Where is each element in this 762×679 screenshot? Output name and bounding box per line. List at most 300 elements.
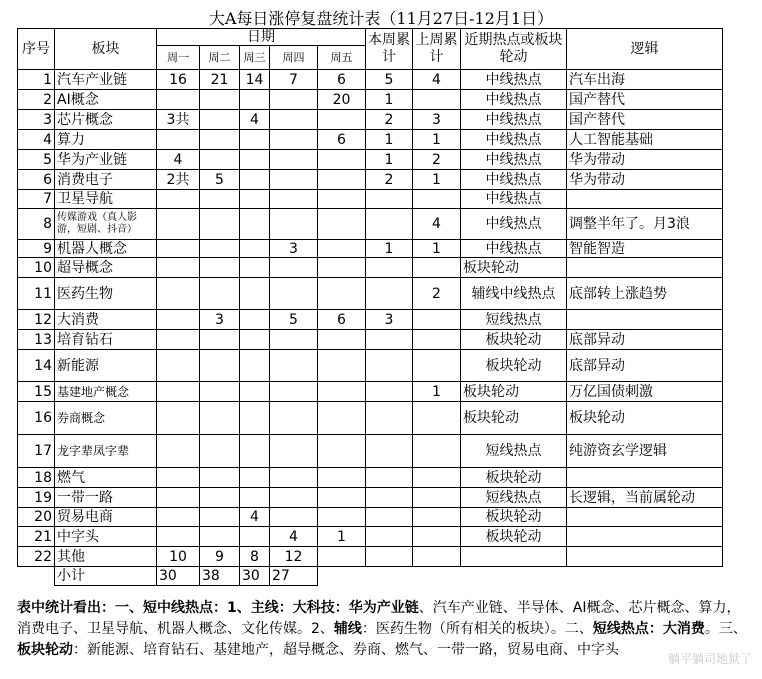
this-week-cell[interactable]: 1 (366, 90, 413, 110)
seq-cell[interactable]: 22 (18, 547, 55, 567)
hot-cell[interactable]: 中线热点 (461, 150, 567, 170)
day-cell[interactable] (240, 209, 270, 240)
last-week-cell[interactable] (413, 435, 461, 468)
day-cell[interactable] (240, 402, 270, 435)
logic-cell[interactable]: 智能智造 (567, 240, 723, 258)
day-cell[interactable] (240, 350, 270, 382)
this-week-cell[interactable] (366, 350, 413, 382)
cell[interactable] (567, 567, 723, 586)
hot-cell[interactable]: 板块轮动 (461, 382, 567, 402)
hot-cell[interactable]: 板块轮动 (461, 468, 567, 488)
this-week-cell[interactable]: 1 (366, 130, 413, 150)
day-cell[interactable] (200, 527, 240, 547)
this-week-cell[interactable] (366, 508, 413, 527)
table-row (18, 110, 723, 130)
seq-cell[interactable]: 19 (18, 488, 55, 508)
table-row (18, 488, 723, 508)
logic-cell[interactable]: 华为带动 (567, 170, 723, 190)
logic-cell[interactable]: 华为带动 (567, 150, 723, 170)
table-row (18, 508, 723, 527)
this-week-cell[interactable] (366, 190, 413, 209)
hot-cell[interactable]: 中线热点 (461, 240, 567, 258)
day-cell[interactable] (240, 240, 270, 258)
hot-cell[interactable]: 板块轮动 (461, 402, 567, 435)
day-cell[interactable] (157, 468, 200, 488)
logic-cell[interactable] (567, 310, 723, 330)
hot-cell[interactable]: 短线热点 (461, 435, 567, 468)
logic-cell[interactable] (567, 190, 723, 209)
last-week-cell[interactable] (413, 468, 461, 488)
day-cell[interactable] (270, 330, 318, 350)
hot-cell[interactable]: 中线热点 (461, 190, 567, 209)
day-cell[interactable] (157, 382, 200, 402)
this-week-cell[interactable] (366, 209, 413, 240)
day-cell[interactable] (318, 110, 366, 130)
this-week-cell[interactable]: 5 (366, 70, 413, 90)
table-row (18, 70, 723, 90)
day-cell[interactable] (318, 508, 366, 527)
day-cell[interactable] (270, 435, 318, 468)
day-cell[interactable] (200, 150, 240, 170)
day-cell[interactable] (318, 190, 366, 209)
summary-part-1: 表中统计看出：一、短中线热点：1、主线：大科技：华为产业链 (17, 600, 419, 616)
day-cell[interactable] (200, 382, 240, 402)
subtotal-tue[interactable]: 38 (200, 567, 240, 586)
cell[interactable] (366, 567, 413, 586)
day-cell[interactable] (200, 90, 240, 110)
sector-cell[interactable]: 一带一路 (55, 488, 157, 508)
header-day-tue[interactable]: 周二 (200, 46, 240, 70)
day-cell[interactable] (318, 435, 366, 468)
day-cell[interactable] (270, 488, 318, 508)
hot-cell[interactable]: 中线热点 (461, 130, 567, 150)
logic-cell[interactable]: 底部异动 (567, 350, 723, 382)
summary-part-7: 板块轮动 (17, 642, 73, 658)
header-hot[interactable]: 近期热点或板块轮动 (461, 29, 567, 70)
day-cell[interactable] (157, 402, 200, 435)
table-row (18, 130, 723, 150)
day-cell[interactable] (318, 170, 366, 190)
hot-cell[interactable]: 中线热点 (461, 90, 567, 110)
day-cell[interactable] (200, 190, 240, 209)
header-last-week[interactable]: 上周累计 (413, 29, 461, 70)
table-row (18, 278, 723, 310)
day-cell[interactable] (200, 258, 240, 278)
last-week-cell[interactable] (413, 402, 461, 435)
sector-cell[interactable]: 华为产业链 (55, 150, 157, 170)
this-week-cell[interactable]: 1 (366, 240, 413, 258)
last-week-cell[interactable]: 1 (413, 170, 461, 190)
header-this-week[interactable]: 本周累计 (366, 29, 413, 70)
day-cell[interactable] (240, 382, 270, 402)
summary-part-4: ：医药生物（所有相关的板块）。二、 (361, 621, 593, 637)
day-cell[interactable]: 5 (200, 170, 240, 190)
logic-cell[interactable]: 汽车出海 (567, 70, 723, 90)
day-cell[interactable] (318, 209, 366, 240)
seq-cell[interactable]: 14 (18, 350, 55, 382)
day-cell[interactable] (270, 468, 318, 488)
sector-cell[interactable]: 传媒游戏（真人影游，短剧、抖音） (55, 209, 157, 240)
sheet-title: 大A每日涨停复盘统计表（11月27日-12月1日） (208, 9, 554, 28)
logic-cell[interactable]: 长逻辑，当前属轮动 (567, 488, 723, 508)
logic-cell[interactable]: 底部转上涨趋势 (567, 278, 723, 310)
sector-cell[interactable]: 消费电子 (55, 170, 157, 190)
sector-cell[interactable]: 贸易电商 (55, 508, 157, 527)
subtotal-mon[interactable]: 30 (157, 567, 200, 586)
logic-cell[interactable]: 底部异动 (567, 330, 723, 350)
day-cell[interactable] (318, 240, 366, 258)
day-cell[interactable] (240, 170, 270, 190)
seq-cell[interactable]: 21 (18, 527, 55, 547)
last-week-cell[interactable] (413, 310, 461, 330)
day-cell[interactable]: 6 (318, 310, 366, 330)
day-cell[interactable] (200, 488, 240, 508)
last-week-cell[interactable] (413, 258, 461, 278)
seq-cell[interactable]: 20 (18, 508, 55, 527)
day-cell[interactable] (318, 150, 366, 170)
sector-cell[interactable]: AI概念 (55, 90, 157, 110)
table-row (18, 258, 723, 278)
hot-cell[interactable]: 板块轮动 (461, 258, 567, 278)
sector-cell[interactable]: 机器人概念 (55, 240, 157, 258)
subtotal-label[interactable]: 小计 (55, 567, 157, 586)
seq-cell[interactable]: 16 (18, 402, 55, 435)
day-cell[interactable] (270, 90, 318, 110)
day-cell[interactable]: 5 (270, 310, 318, 330)
table-row (18, 240, 723, 258)
day-cell[interactable] (157, 190, 200, 209)
day-cell[interactable] (157, 330, 200, 350)
this-week-cell[interactable] (366, 330, 413, 350)
day-cell[interactable] (157, 508, 200, 527)
table-row (18, 547, 723, 567)
hot-cell[interactable]: 板块轮动 (461, 330, 567, 350)
day-cell[interactable] (270, 350, 318, 382)
day-cell[interactable]: 1 (318, 527, 366, 547)
day-cell[interactable]: 6 (318, 130, 366, 150)
hot-cell[interactable]: 中线热点 (461, 209, 567, 240)
this-week-cell[interactable]: 2 (366, 110, 413, 130)
day-cell[interactable] (157, 258, 200, 278)
header-date[interactable]: 日期 (157, 29, 366, 46)
day-cell[interactable] (270, 382, 318, 402)
day-cell[interactable] (157, 527, 200, 547)
sector-cell[interactable]: 燃气 (55, 468, 157, 488)
seq-cell[interactable]: 18 (18, 468, 55, 488)
table-row (18, 330, 723, 350)
day-cell[interactable]: 3 (270, 240, 318, 258)
last-week-cell[interactable] (413, 330, 461, 350)
day-cell[interactable] (157, 435, 200, 468)
day-cell[interactable]: 4 (270, 527, 318, 547)
table-row (18, 150, 723, 170)
hot-cell[interactable]: 短线热点 (461, 488, 567, 508)
sector-cell[interactable]: 芯片概念 (55, 110, 157, 130)
day-cell[interactable] (318, 258, 366, 278)
cell[interactable] (318, 567, 366, 586)
this-week-cell[interactable] (366, 547, 413, 567)
header-day-thu[interactable]: 周四 (270, 46, 318, 70)
sector-cell[interactable]: 汽车产业链 (55, 70, 157, 90)
day-cell[interactable] (240, 150, 270, 170)
day-cell[interactable] (240, 258, 270, 278)
header-seq[interactable]: 序号 (18, 29, 55, 70)
day-cell[interactable] (157, 488, 200, 508)
last-week-cell[interactable]: 4 (413, 70, 461, 90)
day-cell[interactable] (240, 130, 270, 150)
day-cell[interactable] (200, 402, 240, 435)
logic-cell[interactable] (567, 468, 723, 488)
sector-cell[interactable]: 基建地产概念 (55, 382, 157, 402)
day-cell[interactable] (318, 547, 366, 567)
logic-cell[interactable] (567, 258, 723, 278)
this-week-cell[interactable]: 1 (366, 150, 413, 170)
logic-cell[interactable]: 国产替代 (567, 110, 723, 130)
day-cell[interactable] (200, 468, 240, 488)
day-cell[interactable]: 12 (270, 547, 318, 567)
seq-cell[interactable]: 11 (18, 278, 55, 310)
this-week-cell[interactable] (366, 468, 413, 488)
day-cell[interactable]: 4 (240, 508, 270, 527)
day-cell[interactable] (270, 209, 318, 240)
day-cell[interactable] (157, 130, 200, 150)
sector-cell[interactable]: 中字头 (55, 527, 157, 547)
day-cell[interactable] (318, 488, 366, 508)
header-day-wed[interactable]: 周三 (240, 46, 270, 70)
sector-cell[interactable]: 超导概念 (55, 258, 157, 278)
last-week-cell[interactable] (413, 527, 461, 547)
header-logic[interactable]: 逻辑 (567, 29, 723, 70)
this-week-cell[interactable] (366, 258, 413, 278)
day-cell[interactable] (270, 190, 318, 209)
day-cell[interactable] (157, 350, 200, 382)
day-cell[interactable] (200, 278, 240, 310)
sector-cell[interactable]: 大消费 (55, 310, 157, 330)
hot-cell[interactable]: 短线热点 (461, 310, 567, 330)
logic-cell[interactable]: 万亿国债刺激 (567, 382, 723, 402)
day-cell[interactable] (270, 130, 318, 150)
seq-cell[interactable]: 9 (18, 240, 55, 258)
day-cell[interactable] (157, 278, 200, 310)
logic-cell[interactable]: 国产替代 (567, 90, 723, 110)
day-cell[interactable] (157, 240, 200, 258)
day-cell[interactable] (270, 278, 318, 310)
day-cell[interactable]: 4 (240, 110, 270, 130)
hot-cell[interactable]: 板块轮动 (461, 508, 567, 527)
hot-cell[interactable]: 中线热点 (461, 110, 567, 130)
table-row (18, 527, 723, 547)
cell[interactable] (18, 567, 55, 586)
day-cell[interactable]: 7 (270, 70, 318, 90)
header-sector[interactable]: 板块 (55, 29, 157, 70)
last-week-cell[interactable] (413, 190, 461, 209)
day-cell[interactable]: 2共 (157, 170, 200, 190)
last-week-cell[interactable]: 1 (413, 382, 461, 402)
sector-cell[interactable]: 医药生物 (55, 278, 157, 310)
last-week-cell[interactable]: 1 (413, 130, 461, 150)
day-cell[interactable]: 8 (240, 547, 270, 567)
seq-cell[interactable]: 15 (18, 382, 55, 402)
day-cell[interactable] (200, 110, 240, 130)
hot-cell[interactable]: 辅线中线热点 (461, 278, 567, 310)
header-day-fri[interactable]: 周五 (318, 46, 366, 70)
header-day-mon[interactable]: 周一 (157, 46, 200, 70)
day-cell[interactable] (240, 435, 270, 468)
last-week-cell[interactable] (413, 90, 461, 110)
hot-cell[interactable]: 板块轮动 (461, 527, 567, 547)
sector-cell[interactable]: 算力 (55, 130, 157, 150)
last-week-cell[interactable] (413, 350, 461, 382)
last-week-cell[interactable]: 4 (413, 209, 461, 240)
day-cell[interactable] (240, 278, 270, 310)
day-cell[interactable] (318, 402, 366, 435)
day-cell[interactable] (157, 209, 200, 240)
sector-cell[interactable]: 培育钻石 (55, 330, 157, 350)
sector-cell[interactable]: 卫星导航 (55, 190, 157, 209)
day-cell[interactable]: 3共 (157, 110, 200, 130)
day-cell[interactable] (270, 170, 318, 190)
day-cell[interactable]: 9 (200, 547, 240, 567)
day-cell[interactable] (157, 90, 200, 110)
seq-cell[interactable]: 13 (18, 330, 55, 350)
day-cell[interactable] (240, 330, 270, 350)
seq-cell[interactable]: 4 (18, 130, 55, 150)
summary-part-2: 、汽车产业链、半导体、AI概念、芯片概念、算力，消费电子、卫星导航、机器人概念、文化传媒。2、 (17, 600, 741, 637)
seq-cell[interactable]: 1 (18, 70, 55, 90)
day-cell[interactable] (318, 350, 366, 382)
table-row (18, 310, 723, 330)
day-cell[interactable] (270, 110, 318, 130)
seq-cell[interactable]: 5 (18, 150, 55, 170)
this-week-cell[interactable] (366, 435, 413, 468)
seq-cell[interactable]: 10 (18, 258, 55, 278)
day-cell[interactable] (318, 278, 366, 310)
logic-cell[interactable] (567, 527, 723, 547)
summary-part-8: ：新能源、培育钻石、基建地产，超导概念、券商、燃气、一带一路，贸易电商、中字头 (73, 642, 619, 658)
review-table (17, 28, 723, 586)
day-cell[interactable] (240, 488, 270, 508)
this-week-cell[interactable]: 3 (366, 310, 413, 330)
this-week-cell[interactable] (366, 527, 413, 547)
day-cell[interactable] (200, 240, 240, 258)
day-cell[interactable]: 6 (318, 70, 366, 90)
day-cell[interactable] (270, 402, 318, 435)
day-cell[interactable]: 4 (157, 150, 200, 170)
hot-cell[interactable]: 中线热点 (461, 70, 567, 90)
sector-cell[interactable]: 新能源 (55, 350, 157, 382)
day-cell[interactable] (157, 310, 200, 330)
sector-cell[interactable]: 其他 (55, 547, 157, 567)
sector-cell[interactable]: 龙字辈凤字辈 (55, 435, 157, 468)
summary-part-3: 辅线 (333, 621, 362, 637)
logic-cell[interactable]: 调整半年了。月3浪 (567, 209, 723, 240)
seq-cell[interactable]: 7 (18, 190, 55, 209)
this-week-cell[interactable] (366, 402, 413, 435)
subtotal-wed[interactable]: 30 (240, 567, 270, 586)
logic-cell[interactable]: 纯游资玄学逻辑 (567, 435, 723, 468)
table-row (18, 190, 723, 209)
day-cell[interactable] (200, 209, 240, 240)
day-cell[interactable] (200, 330, 240, 350)
day-cell[interactable] (318, 468, 366, 488)
day-cell[interactable] (318, 330, 366, 350)
day-cell[interactable] (270, 508, 318, 527)
this-week-cell[interactable] (366, 382, 413, 402)
logic-cell[interactable] (567, 547, 723, 567)
table-row (18, 402, 723, 435)
table-row (18, 90, 723, 110)
table-row (18, 350, 723, 382)
day-cell[interactable]: 21 (200, 70, 240, 90)
this-week-cell[interactable]: 2 (366, 170, 413, 190)
last-week-cell[interactable] (413, 508, 461, 527)
seq-cell[interactable]: 3 (18, 110, 55, 130)
day-cell[interactable] (270, 258, 318, 278)
this-week-cell[interactable] (366, 488, 413, 508)
seq-cell[interactable]: 8 (18, 209, 55, 240)
subtotal-thu[interactable]: 27 (270, 567, 318, 586)
watermark-text: 躺平躺司地狱了 (667, 652, 752, 666)
day-cell[interactable]: 14 (240, 70, 270, 90)
hot-cell[interactable]: 板块轮动 (461, 350, 567, 382)
hot-cell[interactable]: 中线热点 (461, 170, 567, 190)
logic-cell[interactable]: 板块轮动 (567, 402, 723, 435)
summary-part-5: 短线热点：大消费 (592, 621, 705, 637)
last-week-cell[interactable] (413, 488, 461, 508)
last-week-cell[interactable]: 1 (413, 240, 461, 258)
last-week-cell[interactable]: 3 (413, 110, 461, 130)
table-row (18, 209, 723, 240)
sector-cell[interactable]: 券商概念 (55, 402, 157, 435)
day-cell[interactable] (318, 382, 366, 402)
summary-part-6: 。三、 (704, 621, 747, 637)
last-week-cell[interactable] (413, 547, 461, 567)
day-cell[interactable] (240, 310, 270, 330)
day-cell[interactable] (240, 468, 270, 488)
day-cell[interactable]: 10 (157, 547, 200, 567)
table-row (18, 170, 723, 190)
seq-cell[interactable]: 2 (18, 90, 55, 110)
table-row (18, 382, 723, 402)
day-cell[interactable] (200, 130, 240, 150)
day-cell[interactable] (200, 435, 240, 468)
day-cell[interactable]: 3 (200, 310, 240, 330)
hot-cell[interactable] (461, 547, 567, 567)
last-week-cell[interactable]: 2 (413, 278, 461, 310)
table-row (18, 435, 723, 468)
logic-cell[interactable] (567, 508, 723, 527)
seq-cell[interactable]: 6 (18, 170, 55, 190)
subtotal-row (18, 567, 723, 586)
this-week-cell[interactable] (366, 278, 413, 310)
seq-cell[interactable]: 17 (18, 435, 55, 468)
table-row (18, 468, 723, 488)
seq-cell[interactable]: 12 (18, 310, 55, 330)
day-cell[interactable]: 16 (157, 70, 200, 90)
day-cell[interactable] (200, 350, 240, 382)
cell[interactable] (413, 567, 461, 586)
summary-text (17, 598, 747, 661)
day-cell[interactable] (270, 150, 318, 170)
day-cell[interactable]: 20 (318, 90, 366, 110)
logic-cell[interactable]: 人工智能基础 (567, 130, 723, 150)
day-cell[interactable] (240, 90, 270, 110)
cell[interactable] (461, 567, 567, 586)
day-cell[interactable] (240, 527, 270, 547)
last-week-cell[interactable]: 2 (413, 150, 461, 170)
day-cell[interactable] (240, 190, 270, 209)
day-cell[interactable] (200, 508, 240, 527)
